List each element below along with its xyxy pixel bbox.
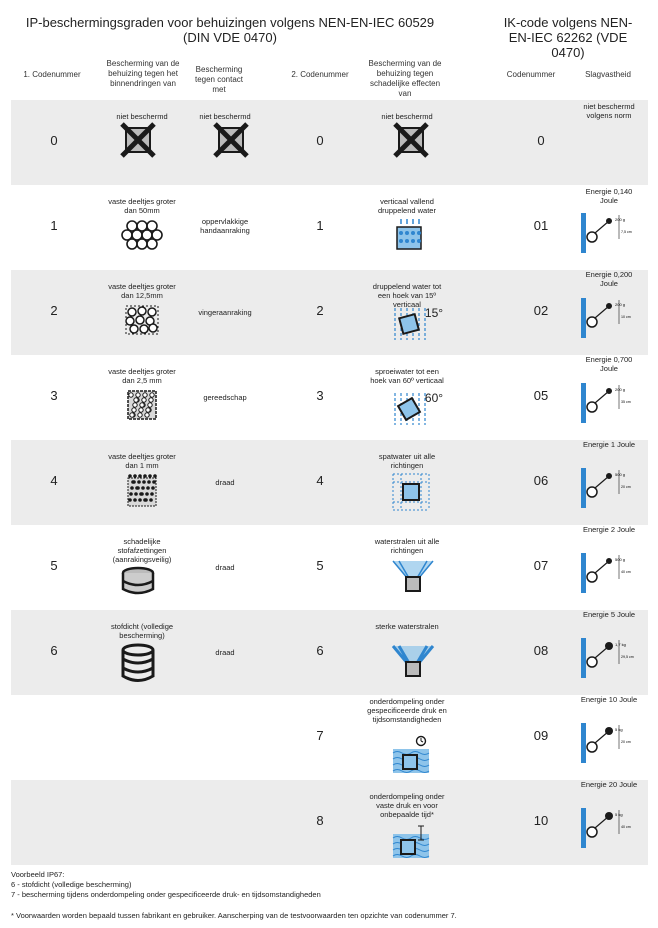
svg-text:200 g: 200 g	[615, 217, 626, 222]
code1-value: 1	[50, 218, 58, 233]
particle-icon	[118, 472, 166, 515]
code2-value: 8	[316, 813, 324, 828]
svg-text:29,5 cm: 29,5 cm	[621, 655, 634, 659]
impact-energy-label: niet beschermd volgens norm	[583, 102, 635, 120]
impact-test-icon	[579, 296, 635, 345]
example-title: Voorbeeld IP67:	[11, 870, 65, 879]
code2-value: 0	[316, 133, 324, 148]
cross-icon	[391, 122, 431, 163]
table-row	[11, 695, 648, 780]
water-icon	[391, 642, 435, 687]
water-icon	[391, 217, 427, 258]
contact-label: niet beschermd	[199, 112, 251, 121]
ingress-label: vaste deeltjes groter dan 1 mm	[108, 452, 176, 470]
water-icon	[391, 557, 435, 602]
table-row	[11, 610, 648, 695]
cross-icon	[118, 122, 158, 163]
ingress-label: vaste deeltjes groter dan 50mm	[108, 197, 176, 215]
svg-text:35 cm: 35 cm	[621, 400, 631, 404]
particle-icon	[118, 642, 158, 691]
ik-value: 09	[533, 728, 549, 743]
impact-test-icon	[579, 211, 635, 260]
header-water: Bescherming van de behuizing tegen schadelijke effecten van	[368, 59, 442, 98]
impact-test-icon	[579, 466, 635, 515]
contact-label: draad	[215, 563, 235, 572]
table-row	[11, 525, 648, 610]
ingress-label: niet beschermd	[116, 112, 168, 121]
impact-test-icon	[579, 721, 635, 770]
contact-label: draad	[215, 478, 235, 487]
table-row	[11, 780, 648, 865]
svg-text:20 cm: 20 cm	[621, 485, 631, 489]
water-label: verticaal vallend druppelend water	[378, 197, 436, 215]
header-ikcode: Codenummer	[506, 70, 556, 79]
header-code2: 2. Codenummer	[291, 70, 349, 79]
impact-energy-label: Energie 0,140 Joule	[585, 187, 633, 205]
angle-label: 15°	[424, 306, 444, 320]
title-ip: IP-beschermingsgraden voor behuizingen volgens NEN-EN-IEC 60529 (DIN VDE 0470)	[25, 15, 435, 45]
angle-label: 60°	[424, 391, 444, 405]
water-icon	[391, 472, 431, 517]
code2-value: 4	[316, 473, 324, 488]
water-label: druppelend water tot een hoek van 15º verticaal	[372, 282, 442, 309]
impact-test-icon	[579, 806, 635, 855]
code2-value: 2	[316, 303, 324, 318]
impact-energy-label: Energie 20 Joule	[580, 780, 638, 789]
water-label: spatwater uit alle richtingen	[378, 452, 436, 470]
impact-test-icon	[579, 551, 635, 600]
particle-icon	[118, 387, 166, 428]
cross-icon	[211, 122, 251, 163]
impact-energy-label: Energie 10 Joule	[580, 695, 638, 704]
water-label: onderdompeling onder vaste druk en voor onbepaalde tijd*	[369, 792, 445, 819]
svg-text:10 cm: 10 cm	[621, 315, 631, 319]
svg-text:500 g: 500 g	[615, 557, 626, 562]
header-impact: Slagvastheid	[585, 70, 631, 79]
particle-icon	[118, 565, 158, 602]
title-ik: IK-code volgens NEN-EN-IEC 62262 (VDE 0470)	[503, 15, 633, 60]
code1-value: 3	[50, 388, 58, 403]
water-icon	[391, 820, 431, 865]
svg-text:40 cm: 40 cm	[621, 825, 631, 829]
svg-text:200 g: 200 g	[615, 387, 626, 392]
header-code1: 1. Codenummer	[23, 70, 81, 79]
ik-value: 10	[533, 813, 549, 828]
impact-test-icon	[579, 381, 635, 430]
water-label: sproeiwater tot een hoek van 60º verticaal	[370, 367, 444, 385]
impact-test-icon	[579, 636, 635, 685]
svg-text:40 cm: 40 cm	[621, 570, 631, 574]
water-label: onderdompeling onder gespecificeerde druk en tijdsomstandigheden	[367, 697, 447, 724]
ingress-label: stofdicht (volledige bescherming)	[110, 622, 174, 640]
impact-energy-label: Energie 0,200 Joule	[585, 270, 633, 288]
svg-text:200 g: 200 g	[615, 302, 626, 307]
ik-value: 01	[533, 218, 549, 233]
code1-value: 0	[50, 133, 58, 148]
code2-value: 7	[316, 728, 324, 743]
water-label: sterke waterstralen	[375, 622, 439, 631]
contact-label: gereedschap	[203, 393, 247, 402]
svg-text:5 kg: 5 kg	[615, 812, 623, 817]
code1-value: 6	[50, 643, 58, 658]
ingress-label: schadelijke stofafzettingen (aanrakingsveilig)	[112, 537, 172, 564]
impact-energy-label: Energie 1 Joule	[582, 440, 636, 449]
table-row	[11, 355, 648, 440]
ik-value: 06	[533, 473, 549, 488]
impact-energy-label: Energie 0,700 Joule	[585, 355, 633, 373]
code2-value: 5	[316, 558, 324, 573]
contact-label: oppervlakkige handaanraking	[200, 217, 250, 235]
example-7: 7 - bescherming tijdens onderdompeling onder gespecificeerde druk- en tijdsomstandigheden	[11, 890, 321, 899]
svg-text:20 cm: 20 cm	[621, 740, 631, 744]
code1-value: 5	[50, 558, 58, 573]
impact-energy-label: Energie 2 Joule	[582, 525, 636, 534]
table-row	[11, 270, 648, 355]
ik-value: 02	[533, 303, 549, 318]
ik-value: 0	[537, 133, 545, 148]
code2-value: 6	[316, 643, 324, 658]
svg-text:500 g: 500 g	[615, 472, 626, 477]
svg-text:1,7 kg: 1,7 kg	[615, 642, 626, 647]
contact-label: vingeraanraking	[198, 308, 252, 317]
svg-text:7,5 cm: 7,5 cm	[621, 230, 632, 234]
ingress-label: vaste deeltjes groter dan 12,5mm	[108, 282, 176, 300]
code1-value: 2	[50, 303, 58, 318]
code1-value: 4	[50, 473, 58, 488]
header-contact: Bescherming tegen contact met	[194, 65, 244, 94]
contact-label: draad	[215, 648, 235, 657]
water-label: waterstralen uit alle richtingen	[374, 537, 440, 555]
code2-value: 3	[316, 388, 324, 403]
header-ingress: Bescherming van de behuizing tegen het binnendringen van	[106, 59, 180, 88]
particle-icon	[118, 302, 166, 343]
footnote: * Voorwaarden worden bepaald tussen fabrikant en gebruiker. Aanscherping van de testvoorwaarden ten opzichte van codenummer 7.	[11, 911, 457, 920]
ik-value: 05	[533, 388, 549, 403]
table-row	[11, 100, 648, 185]
code2-value: 1	[316, 218, 324, 233]
table-row	[11, 185, 648, 270]
water-icon	[391, 735, 431, 780]
ingress-label: vaste deeltjes groter dan 2,5 mm	[108, 367, 176, 385]
water-label: niet beschermd	[381, 112, 433, 121]
ik-value: 07	[533, 558, 549, 573]
ik-value: 08	[533, 643, 549, 658]
impact-energy-label: Energie 5 Joule	[582, 610, 636, 619]
example-6: 6 - stofdicht (volledige bescherming)	[11, 880, 132, 889]
svg-text:5 kg: 5 kg	[615, 727, 623, 732]
table-row	[11, 440, 648, 525]
particle-icon	[118, 217, 166, 258]
